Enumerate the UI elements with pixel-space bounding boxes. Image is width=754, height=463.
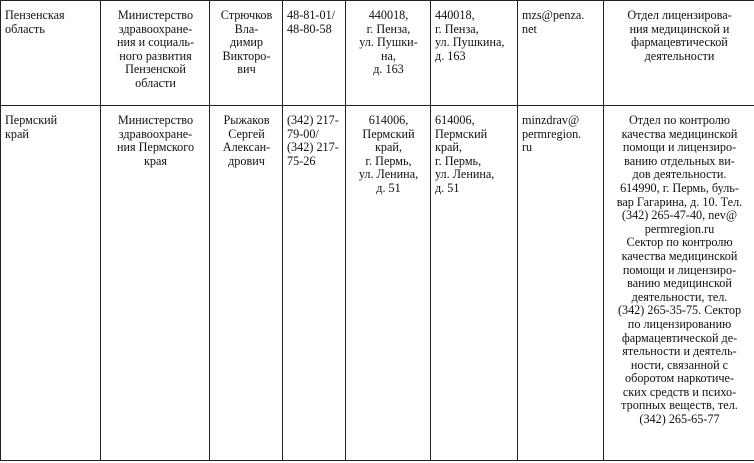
department-cell: Отдел по контролю качества медицинской помощи и лицензиро- ванию отдельных ви- дов деятельности. 614990, г. Пермь, буль- вар Гагарина, д. 10. Тел. (342) 265-47-40, nev@ permregion.ru Сектор по контролю качества медицинской помощи и лицензиро- ванию медицинской деятельности, тел. (342) 265-35-75. Сектор по лицензированию фармацевтической де- ятельности и деятель- ности, связанной с оборотом наркотиче- ских средств и психо- тропных веществ, тел. (342) 265-65-77 bbox=[604, 106, 754, 461]
region-cell: Пензенская область bbox=[1, 1, 101, 106]
table-row bbox=[1, 106, 754, 461]
postal-address-cell: 440018, г. Пенза, ул. Пушкина, д. 163 bbox=[431, 1, 518, 106]
address-cell: 440018, г. Пенза, ул. Пушки- на, д. 163 bbox=[346, 1, 431, 106]
ministry-cell: Министерство здравоохране- ния и социаль- ного развития Пензенской области bbox=[101, 1, 210, 106]
region-cell: Пермский край bbox=[1, 106, 101, 461]
contact-cell: mzs@penza. net bbox=[518, 1, 604, 106]
department-cell: Отдел лицензирова- ния медицинской и фармацевтической деятельности bbox=[604, 1, 754, 106]
contact-cell: minzdrav@ permregion. ru bbox=[518, 106, 604, 461]
head-cell: Стрючков Вла- димир Викторо- вич bbox=[210, 1, 283, 106]
head-cell: Рыжаков Сергей Алексан- дрович bbox=[210, 106, 283, 461]
phone-cell: (342) 217- 79-00/ (342) 217- 75-26 bbox=[283, 106, 346, 461]
address-cell: 614006, Пермский край, г. Пермь, ул. Ленина, д. 51 bbox=[346, 106, 431, 461]
ministry-cell: Министерство здравоохране- ния Пермского края bbox=[101, 106, 210, 461]
postal-address-cell: 614006, Пермский край, г. Пермь, ул. Ленина, д. 51 bbox=[431, 106, 518, 461]
table-row bbox=[1, 1, 754, 106]
phone-cell: 48-81-01/ 48-80-58 bbox=[283, 1, 346, 106]
